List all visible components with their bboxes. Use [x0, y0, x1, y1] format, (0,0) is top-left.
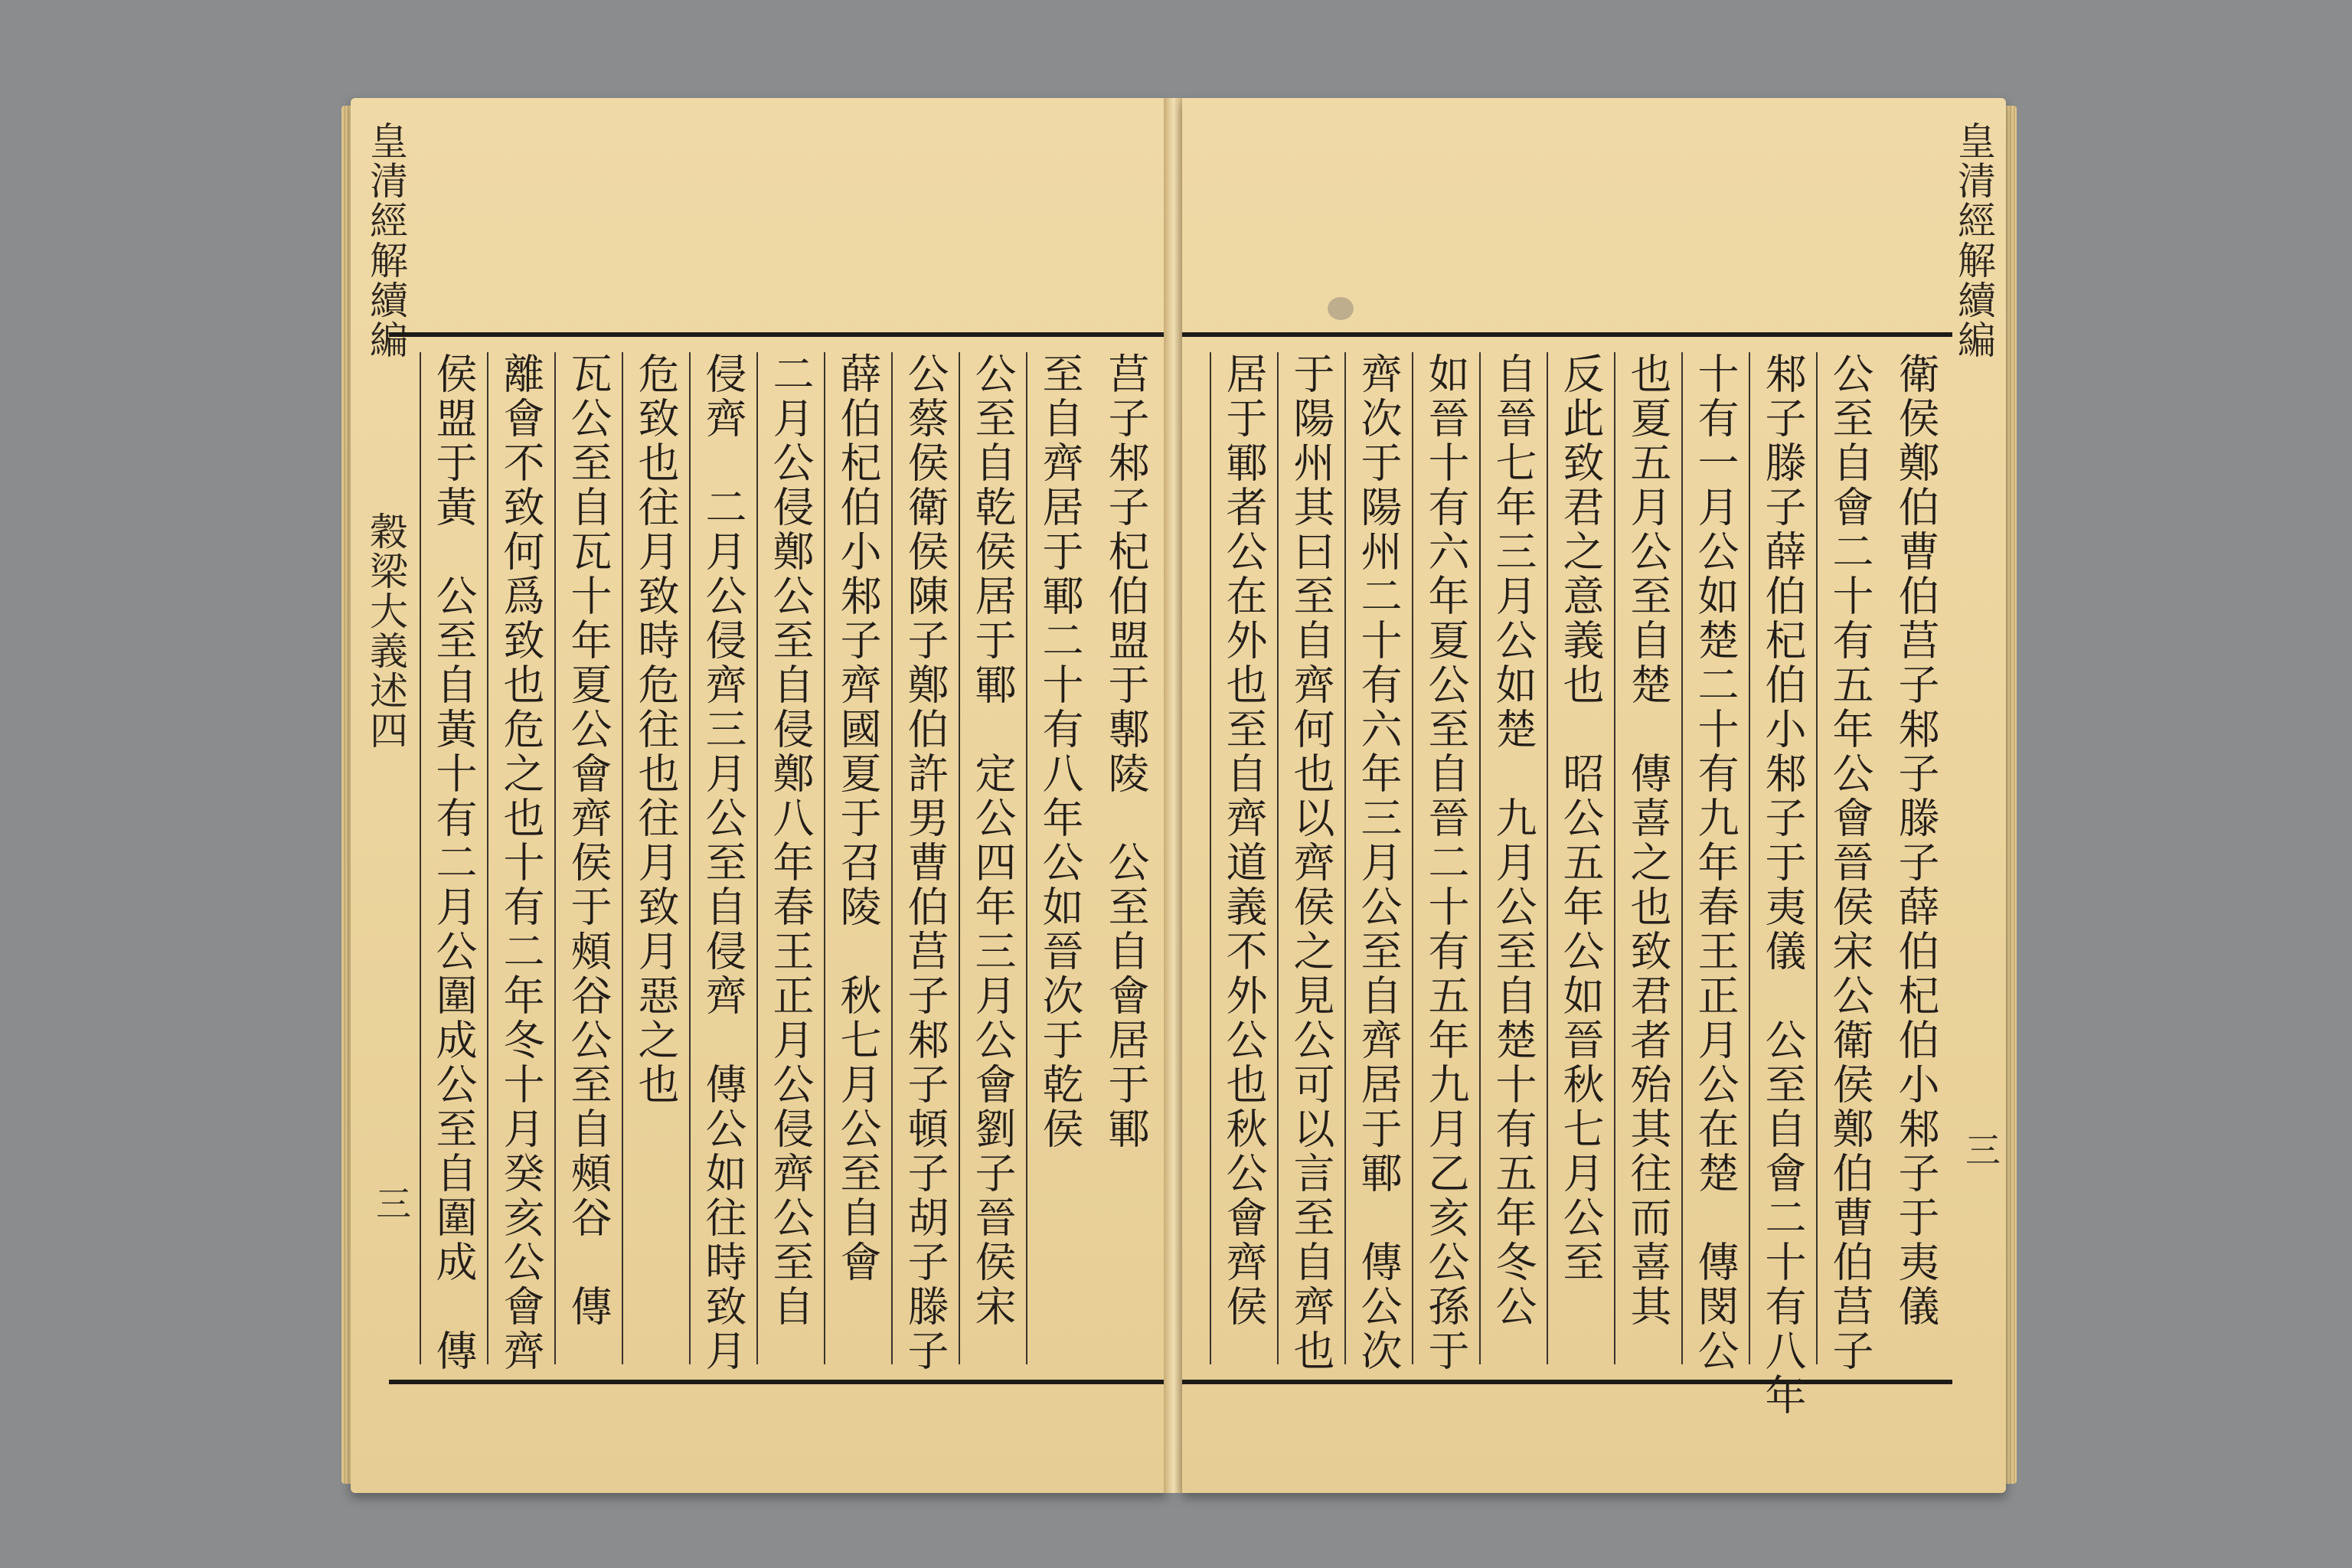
left-margin-title: 皇清經解續編: [364, 121, 408, 360]
right-column-8: 如晉十有六年夏公至自晉二十有五年九月乙亥公孫于: [1412, 352, 1478, 1364]
right-column-1: 衛侯鄭伯曹伯莒子邾子滕子薛伯杞伯小邾子于夷儀: [1892, 352, 1940, 1329]
right-column-10: 于陽州其曰至自齊何也以齊侯之見公可以言至自齊也: [1277, 352, 1343, 1364]
right-column-4: 十有一月公如楚二十有九年春王正月公在楚 傳閔公: [1681, 352, 1747, 1364]
left-column-7: 侵齊 二月公侵齊三月公至自侵齊 傳公如往時致月: [689, 352, 755, 1364]
left-column-5: 薛伯杞伯小邾子齊國夏于召陵 秋七月公至自會: [824, 352, 890, 1364]
right-column-11: 居于鄆者公在外也至自齊道義不外公也秋公會齊侯: [1210, 352, 1276, 1364]
left-column-1: 莒子邾子杞伯盟于鄟陵 公至自會居于鄆: [1102, 352, 1150, 1152]
open-book: [351, 98, 2006, 1493]
left-column-10: 離會不致何爲致也危之也十有二年冬十月癸亥公會齊: [487, 352, 553, 1364]
left-text-frame: [389, 332, 1167, 1384]
right-page: [1182, 98, 2006, 1493]
left-column-4: 公蔡侯衛侯陳子鄭伯許男曹伯莒子邾子頓子胡子滕子: [891, 352, 957, 1364]
left-column-9: 瓦公至自瓦十年夏公會齊侯于頰谷公至自頰谷 傳: [554, 352, 620, 1364]
right-column-5: 也夏五月公至自楚 傳喜之也致君者殆其往而喜其: [1614, 352, 1680, 1364]
left-column-8: 危致也往月致時危往也往月致月惡之也: [622, 352, 688, 1364]
right-margin-title: 皇清經解續編: [1952, 121, 1996, 360]
ink-stain: [1328, 297, 1354, 320]
left-page-number: 三: [371, 1185, 412, 1220]
right-column-7: 自晉七年三月公如楚 九月公至自楚十有五年冬公: [1479, 352, 1545, 1364]
right-text-frame: [1182, 332, 1952, 1418]
left-column-3: 公至自乾侯居于鄆 定公四年三月公會劉子晉侯宋: [959, 352, 1024, 1364]
right-column-6: 反此致君之意義也 昭公五年公如晉秋七月公至: [1547, 352, 1612, 1364]
left-column-11: 侯盟于黃 公至自黃十有二月公圍成公至自圍成 傳: [420, 352, 485, 1364]
left-margin-subtitle: 穀梁大義述四: [364, 511, 408, 750]
right-column-2: 公至自會二十有五年公會晉侯宋公衛侯鄭伯曹伯莒子: [1816, 352, 1882, 1364]
right-column-3: 邾子滕子薛伯杞伯小邾子于夷儀 公至自會二十有八年: [1749, 352, 1815, 1364]
right-column-9: 齊次于陽州二十有六年三月公至自齊居于鄆 傳公次: [1344, 352, 1410, 1364]
right-page-number: 三: [1960, 1132, 2001, 1167]
left-column-6: 二月公侵鄭公至自侵鄭八年春王正月公侵齊公至自: [756, 352, 822, 1364]
left-page: [351, 98, 1167, 1493]
left-column-2: 至自齊居于鄆二十有八年公如晉次于乾侯: [1026, 352, 1092, 1364]
